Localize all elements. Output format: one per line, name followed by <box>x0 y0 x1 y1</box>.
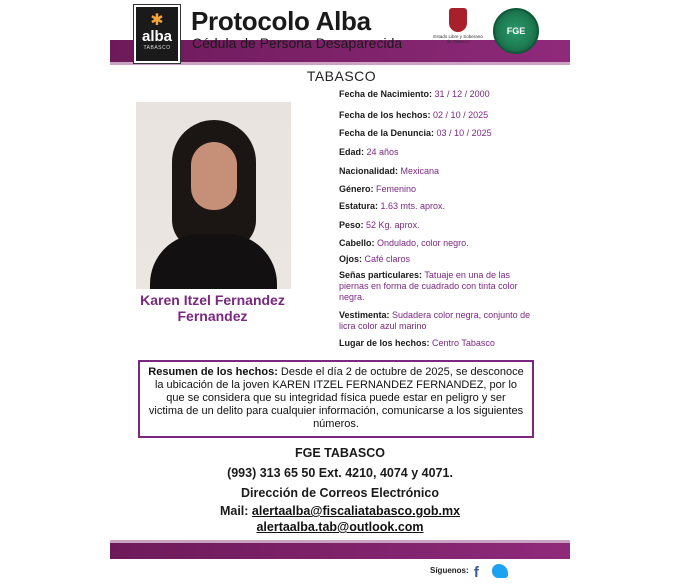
facebook-icon[interactable]: f <box>473 564 479 581</box>
email-link-fiscalia[interactable]: alertaalba@fiscaliatabasco.gob.mx <box>251 504 461 518</box>
info-row-hair: Cabello: Ondulado, color negro. <box>339 238 469 248</box>
info-row-age: Edad: 24 años <box>339 147 399 157</box>
summary-box <box>138 360 534 438</box>
social-links <box>430 564 508 581</box>
contact-email-heading: Dirección de Correos Electrónico <box>241 486 439 500</box>
twitter-icon[interactable] <box>492 564 508 578</box>
summary-label: Resumen de los hechos: <box>148 366 278 378</box>
contact-email-line <box>110 504 570 518</box>
shield-icon <box>449 8 467 32</box>
summary-text: Desde el día 2 de octubre de 2025, se desconoce la ubicación de la joven KAREN ITZEL FERNANDEZ FERNANDEZ, por lo que se considera que su integridad física puede estar en peligro y ser victima de un delito para cualquier información, comunicarse a los siguientes números. <box>148 366 524 430</box>
footer-bar <box>110 543 570 559</box>
info-row-place: Lugar de los hechos: Centro Tabasco <box>339 338 495 348</box>
email-link-outlook[interactable]: alertaalba.tab@outlook.com <box>256 520 424 534</box>
gov-text: Estado Libre y Soberano de Tabasco <box>433 34 483 44</box>
mail-label: Mail: <box>219 504 249 518</box>
info-row-nationality: Nacionalidad: Mexicana <box>339 166 440 176</box>
alba-figure-icon: ✱ <box>150 12 164 29</box>
page-title: Protocolo Alba <box>191 6 371 36</box>
logo-text: alba <box>141 28 172 45</box>
info-row-gender: Género: Femenino <box>339 184 417 194</box>
info-row-height: Estatura: 1.63 mts. aprox. <box>339 201 446 211</box>
alba-logo <box>134 5 180 63</box>
info-row-marks: Señas particulares: Tatuaje en una de las piernas en forma de cuadrado con tinta color negra. <box>339 270 518 302</box>
contact-org: FGE TABASCO <box>294 446 386 460</box>
info-row-report-date: Fecha de la Denuncia: 03 / 10 / 2025 <box>339 128 492 138</box>
gov-logo <box>433 8 483 44</box>
person-photo <box>136 102 291 289</box>
state-heading: TABASCO <box>306 68 377 84</box>
follow-label: Síguenos: <box>430 566 469 576</box>
info-row-weight: Peso: 52 Kg. aprox. <box>339 220 420 230</box>
info-row-event-date: Fecha de los hechos: 02 / 10 / 2025 <box>339 110 489 120</box>
page-subtitle: Cédula de Persona Desaparecida <box>192 35 403 51</box>
person-name: Karen Itzel Fernandez Fernandez <box>140 292 285 324</box>
photo-face <box>191 142 237 210</box>
logo-sub: TABASCO <box>143 45 171 51</box>
contact-phone: (993) 313 65 50 Ext. 4210, 4074 y 4071. <box>227 466 453 480</box>
header <box>110 4 570 64</box>
info-row-eyes: Ojos: Café claros <box>339 254 411 264</box>
contact-email-line-2 <box>110 520 570 534</box>
info-row-clothing: Vestimenta: Sudadera color negra, conjunto de licra color azul marino <box>339 310 531 331</box>
fge-seal: FGE <box>493 8 539 54</box>
info-row-birthdate: Fecha de Nacimiento: 31 / 12 / 2000 <box>339 89 490 99</box>
